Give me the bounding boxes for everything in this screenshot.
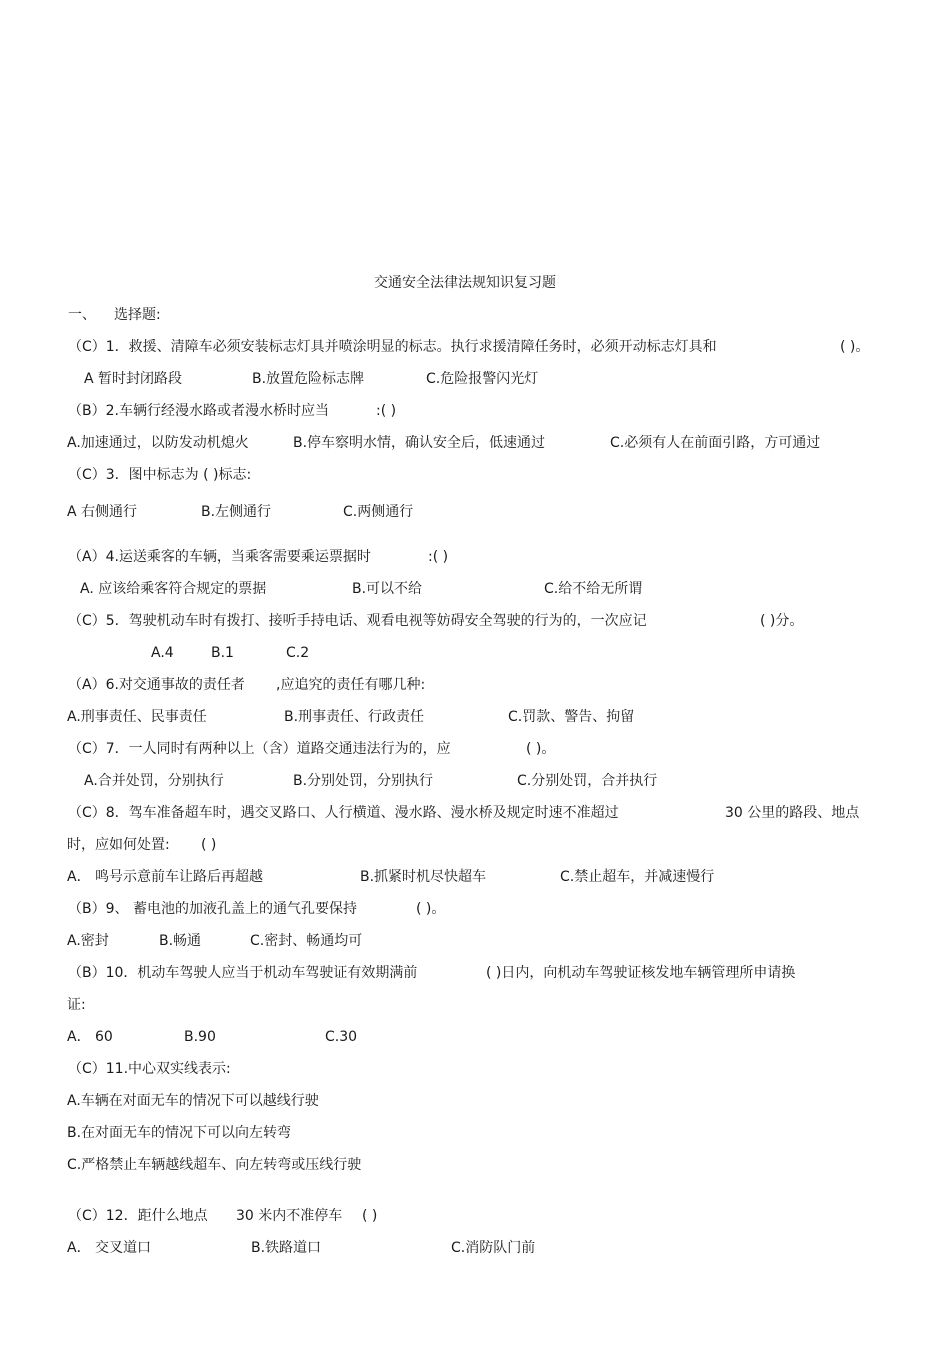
option-c: C.危险报警闪光灯 <box>426 371 539 387</box>
option-b: B.90 <box>184 1029 216 1045</box>
option-a: A 暂时封闭路段 <box>84 371 183 387</box>
section-number: 一、 <box>68 307 96 323</box>
option-a: A.4 <box>151 645 174 661</box>
question-text: （C）12．距什么地点 <box>68 1208 208 1224</box>
option-a: A． 鸣号示意前车让路后再超越 <box>67 869 264 885</box>
answer-blank: ( )日内，向机动车驾驶证核发地车辆管理所申请换 <box>486 965 796 981</box>
option-b: B.抓紧时机尽快超车 <box>360 869 487 885</box>
option-c: C.罚款、警告、拘留 <box>508 709 635 725</box>
option-b: B.左侧通行 <box>201 504 272 520</box>
question-text: 证: <box>67 997 86 1013</box>
option-b: B.可以不给 <box>352 581 423 597</box>
option-a: A.车辆在对面无车的情况下可以越线行驶 <box>67 1093 319 1109</box>
section-label: 选择题: <box>114 307 161 323</box>
option-a: A. 应该给乘客符合规定的票据 <box>80 581 267 597</box>
option-a: A． 60 <box>67 1029 113 1045</box>
question-text: （B）2.车辆行经漫水路或者漫水桥时应当 <box>68 403 329 419</box>
option-a: A 右侧通行 <box>67 504 138 520</box>
option-c: C.消防队门前 <box>451 1240 536 1256</box>
answer-blank: ( ) <box>201 837 217 853</box>
answer-blank: ( ) <box>362 1208 378 1224</box>
option-c: C.两侧通行 <box>343 504 414 520</box>
answer-blank: ( )。 <box>416 901 446 917</box>
option-b: B.铁路道口 <box>251 1240 322 1256</box>
option-a: A． 交叉道口 <box>67 1240 152 1256</box>
document-title: 交通安全法律法规知识复习题 <box>374 275 556 291</box>
answer-blank: ( )。 <box>526 741 556 757</box>
question-text: （C）5．驾驶机动车时有拨打、接听手持电话、观看电视等妨碍安全驾驶的行为的，一次应记 <box>68 613 647 629</box>
option-b: B.在对面无车的情况下可以向左转弯 <box>67 1125 292 1141</box>
option-c: C.必须有人在前面引路，方可通过 <box>610 435 821 451</box>
option-a: A.合并处罚，分别执行 <box>84 773 224 789</box>
question-text: 时，应如何处置: <box>67 837 170 853</box>
answer-blank: ( )分。 <box>760 613 804 629</box>
question-text-cont: 30 米内不准停车 <box>236 1208 343 1224</box>
option-b: B.1 <box>211 645 234 661</box>
question-text: （A）4.运送乘客的车辆，当乘客需要乘运票据时 <box>68 549 371 565</box>
option-c: C.严格禁止车辆越线超车、向左转弯或压线行驶 <box>67 1157 362 1173</box>
question-text-cont: 30 公里的路段、地点 <box>725 805 860 821</box>
option-c: C.分别处罚，合并执行 <box>517 773 658 789</box>
question-text: （C）3．图中标志为 ( )标志: <box>68 467 252 483</box>
option-a: A.密封 <box>67 933 109 949</box>
option-c: C.2 <box>286 645 310 661</box>
question-text: （C）7．一人同时有两种以上（含）道路交通违法行为的，应 <box>68 741 451 757</box>
question-text: （A）6.对交通事故的责任者 <box>68 677 245 693</box>
option-b: B.分别处罚，分别执行 <box>293 773 434 789</box>
question-text: （C）8．驾车准备超车时，遇交叉路口、人行横道、漫水路、漫水桥及规定时速不准超过 <box>68 805 619 821</box>
option-c: C.密封、畅通均可 <box>250 933 363 949</box>
option-b: B.停车察明水情，确认安全后，低速通过 <box>293 435 546 451</box>
question-text-cont: ,应追究的责任有哪几种: <box>276 677 426 693</box>
answer-blank: ( )。 <box>840 339 870 355</box>
answer-blank: :( ) <box>376 403 397 419</box>
option-b: B.刑事责任、行政责任 <box>284 709 425 725</box>
question-text: （C）1．救援、清障车必须安装标志灯具并喷涂明显的标志。执行求援清障任务时，必须开动标志灯具和 <box>68 339 717 355</box>
option-a: A.加速通过，以防发动机熄火 <box>67 435 249 451</box>
option-a: A.刑事责任、民事责任 <box>67 709 207 725</box>
question-text: （B）9、 蓄电池的加液孔盖上的通气孔要保持 <box>68 901 357 917</box>
question-text: （C）11.中心双实线表示: <box>68 1061 231 1077</box>
option-b: B.畅通 <box>159 933 202 949</box>
question-text: （B）10．机动车驾驶人应当于机动车驾驶证有效期满前 <box>68 965 418 981</box>
answer-blank: :( ) <box>428 549 449 565</box>
option-c: C.给不给无所谓 <box>544 581 643 597</box>
option-c: C.30 <box>325 1029 358 1045</box>
option-c: C.禁止超车，并减速慢行 <box>560 869 715 885</box>
option-b: B.放置危险标志牌 <box>252 371 365 387</box>
